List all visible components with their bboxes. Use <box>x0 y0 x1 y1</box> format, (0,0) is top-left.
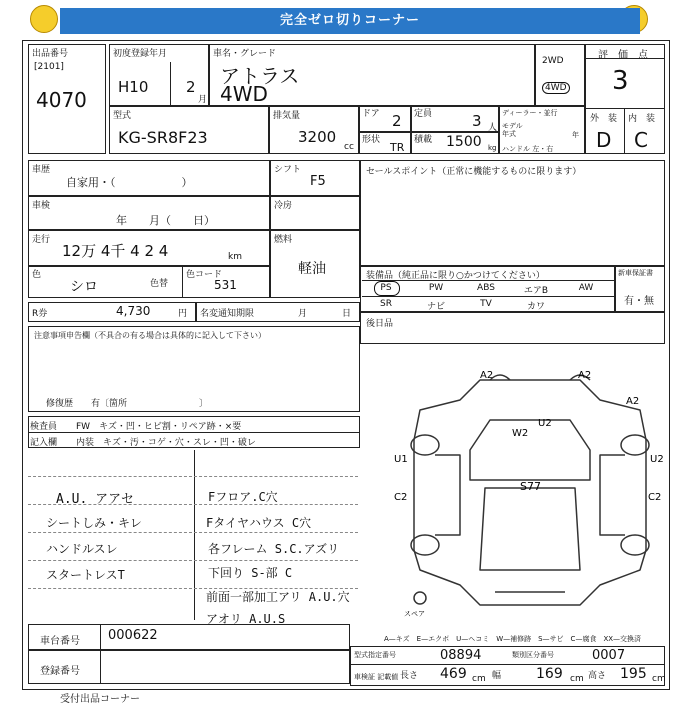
car-name-label: 車名・グレード <box>213 49 277 59</box>
registration-label: 登録番号 <box>40 666 80 677</box>
drive-4wd: 4WD <box>542 82 570 94</box>
first-reg-era: H10 <box>118 78 149 96</box>
color-change-label: 色替 <box>150 279 169 289</box>
color-value: シロ <box>70 279 98 295</box>
type-spec-value: 08894 <box>440 648 482 663</box>
fuel-value: 軽油 <box>298 261 326 277</box>
mark-u2-right: U2 <box>650 454 664 465</box>
dims-height: 195 <box>620 666 647 682</box>
equip-navi: ナビ <box>426 302 445 312</box>
capacity-value: 3 <box>472 112 482 130</box>
page-banner: 完全ゼロ切りコーナー <box>60 8 640 34</box>
capacity-unit: 人 <box>488 123 498 133</box>
equip-tv: TV <box>480 299 492 309</box>
notes-line-1 <box>28 476 358 477</box>
equip-leather: カワ <box>526 302 545 312</box>
dims-width: 169 <box>536 666 563 682</box>
mark-spare: スペア <box>404 610 425 618</box>
history-value: 自家用・（ ） <box>66 176 193 189</box>
dealer-label: ディーラー・並行 <box>502 109 558 117</box>
type-cat-label: 類別区分番号 <box>512 651 554 659</box>
first-reg-label: 初度登録年月 <box>113 49 168 59</box>
rating-ext-value: D <box>596 128 612 152</box>
inspection-label: 車検 <box>32 201 51 211</box>
rear-seat-box <box>360 312 665 344</box>
rating-divider <box>585 58 665 59</box>
dealer-year-unit: 年 <box>572 131 579 139</box>
mark-s77: S77 <box>520 480 541 493</box>
mileage-unit: km <box>228 252 242 262</box>
notes-line-3 <box>28 532 358 533</box>
equip-sr: SR <box>380 299 392 309</box>
sales-point-label: セールスポイント（正常に機能するものに限ります） <box>366 167 582 177</box>
mark-u2-top: U2 <box>538 418 552 429</box>
load-value: 1500 <box>446 134 482 150</box>
mark-a2-top-left: A2 <box>480 370 494 381</box>
reg-deadline-month: 月 <box>298 309 308 319</box>
displacement-label: 排気量 <box>273 111 301 121</box>
notes-line-4 <box>28 560 358 561</box>
new-warranty-label: 新車保証書 <box>618 269 653 277</box>
recycle-label: R券 <box>32 309 48 319</box>
damage-legend: A—キズ E—エクボ U—ヘコミ W—補修跡 S—サビ C—腐食 XX—交換済 <box>384 635 642 643</box>
checks-row2-items: 内装 キズ・汚・コゲ・穴・スレ・凹・破レ <box>76 438 256 448</box>
color-code-label: 色コード <box>186 270 223 280</box>
displacement-value: 3200 <box>298 128 337 146</box>
drive-box <box>535 44 585 106</box>
equip-ps-circle <box>374 281 400 296</box>
car-grade: 4WD <box>220 82 268 106</box>
rating-value: 3 <box>612 66 629 96</box>
aircon-label: 冷房 <box>274 201 293 211</box>
lot-sub: [2101] <box>34 62 64 72</box>
handle-label: ハンドル 左・右 <box>502 145 554 153</box>
mark-a2-top-right: A2 <box>578 370 592 381</box>
mark-c2-left: C2 <box>394 492 408 503</box>
load-unit: kg <box>488 144 497 152</box>
rating-ext-label: 外 装 <box>590 114 618 124</box>
recycle-value: 4,730 <box>116 304 151 318</box>
note-left-2: シートしみ・キレ <box>46 516 142 530</box>
notes-repair: 修復歴 有〔箇所 〕 <box>46 399 209 409</box>
recycle-box <box>28 302 196 322</box>
reg-deadline-day: 日 <box>342 309 352 319</box>
checks-row2-label: 記入欄 <box>30 438 58 448</box>
shift-label: シフト <box>274 165 302 175</box>
checks-row1-label: 検査員 <box>30 422 58 432</box>
rating-label: 評 価 点 <box>598 50 648 61</box>
first-reg-divider <box>170 62 171 106</box>
mark-w2: W2 <box>512 428 529 439</box>
chassis-value: 000622 <box>108 628 158 643</box>
new-warranty-value: 有・無 <box>624 296 654 307</box>
dims-height-label: 高さ <box>588 671 607 681</box>
equipment-divider2 <box>362 296 614 297</box>
dealer-model-year: モデル 年式 <box>502 122 523 138</box>
doors-value: 2 <box>392 112 402 130</box>
notes-label: 注意事項申告欄（不具合の有る場合は具体的に記入して下さい） <box>34 331 266 340</box>
history-label: 車歴 <box>32 165 51 175</box>
load-label: 積載 <box>414 135 433 145</box>
checks-row1-items: FW キズ・凹・ヒビ割・リペア跡・×要 <box>76 422 242 432</box>
equip-aw: AW <box>578 283 594 293</box>
dims-length-unit: cm <box>472 674 486 684</box>
note-right-6: アオリ A.U.S <box>206 612 286 626</box>
drive-2wd: 2WD <box>542 56 564 66</box>
rating-ext-int-divider <box>624 108 625 154</box>
mileage-value: 12万 4千 4 2 4 <box>62 242 169 260</box>
rating-int-label: 内 装 <box>628 114 656 124</box>
shift-value: F5 <box>310 174 326 189</box>
note-left-4: スタートレスT <box>46 568 125 582</box>
dims-side-label: 車検証 記載値 <box>354 673 399 681</box>
model-value: KG-SR8F23 <box>118 128 208 147</box>
dims-length-label: 長さ <box>400 671 419 681</box>
lot-number: 4070 <box>36 88 87 112</box>
car-damage-diagram <box>390 360 670 620</box>
type-cat-value: 0007 <box>592 648 626 663</box>
note-right-2: Fタイヤハウス C穴 <box>206 516 312 530</box>
chassis-divider <box>100 624 101 650</box>
mileage-label: 走行 <box>32 235 51 245</box>
mark-c2-right: C2 <box>648 492 662 503</box>
color-divider <box>182 266 183 298</box>
rear-seat-label: 後日品 <box>366 319 394 329</box>
equip-ps: PS <box>380 283 392 293</box>
checks-divider <box>28 432 360 433</box>
note-right-3: 各フレーム S.C.アズリ <box>208 542 340 556</box>
color-label: 色 <box>32 270 42 280</box>
reg-deadline-label: 名変通知期限 <box>200 309 255 319</box>
model-label: 型式 <box>113 111 132 121</box>
color-code-value: 531 <box>214 278 237 292</box>
shape-label: 形状 <box>362 135 381 145</box>
first-reg-month: 2 <box>186 78 196 96</box>
dims-width-unit: cm <box>570 674 584 684</box>
note-right-1: Fフロア.C穴 <box>208 490 278 504</box>
fuel-label: 燃料 <box>274 235 293 245</box>
note-left-1: A.U. アアセ <box>56 492 135 507</box>
footer-partial: 受付出品コーナー <box>60 694 140 705</box>
mascot-left-icon <box>30 5 58 33</box>
shape-value: TR <box>390 141 405 154</box>
type-spec-label: 型式指定番号 <box>354 651 396 659</box>
inspection-value: 年 月（ 日） <box>116 214 215 227</box>
spec-divider <box>350 664 665 665</box>
rating-divider2 <box>585 108 665 109</box>
displacement-unit: cc <box>344 142 354 152</box>
chassis-label: 車台番号 <box>40 636 80 647</box>
capacity-label: 定員 <box>414 109 433 119</box>
dims-width-label: 幅 <box>492 671 502 681</box>
equipment-label: 装備品（純正品に限り○かつけてください） <box>366 271 545 281</box>
equip-pw: PW <box>428 283 444 293</box>
first-reg-month-unit: 月 <box>198 95 208 105</box>
note-left-3: ハンドルスレ <box>46 542 118 556</box>
dims-height-unit: cm <box>652 674 666 684</box>
lot-label: 出品番号 <box>32 49 69 59</box>
equipment-divider1 <box>362 280 614 281</box>
registration-divider <box>100 650 101 684</box>
equip-abs: ABS <box>477 283 495 293</box>
note-right-5: 前面一部加工アリ A.U.穴 <box>206 590 350 604</box>
rating-int-value: C <box>634 128 648 152</box>
mark-u1: U1 <box>394 454 408 465</box>
note-right-4: 下回り S-部 C <box>208 566 293 580</box>
dims-length: 469 <box>440 666 467 682</box>
car-name: アトラス <box>220 64 300 88</box>
recycle-unit: 円 <box>178 309 188 319</box>
equip-airbag: エアB <box>523 286 549 296</box>
mark-a2-right: A2 <box>626 396 640 407</box>
doors-label: ドア <box>362 109 380 119</box>
